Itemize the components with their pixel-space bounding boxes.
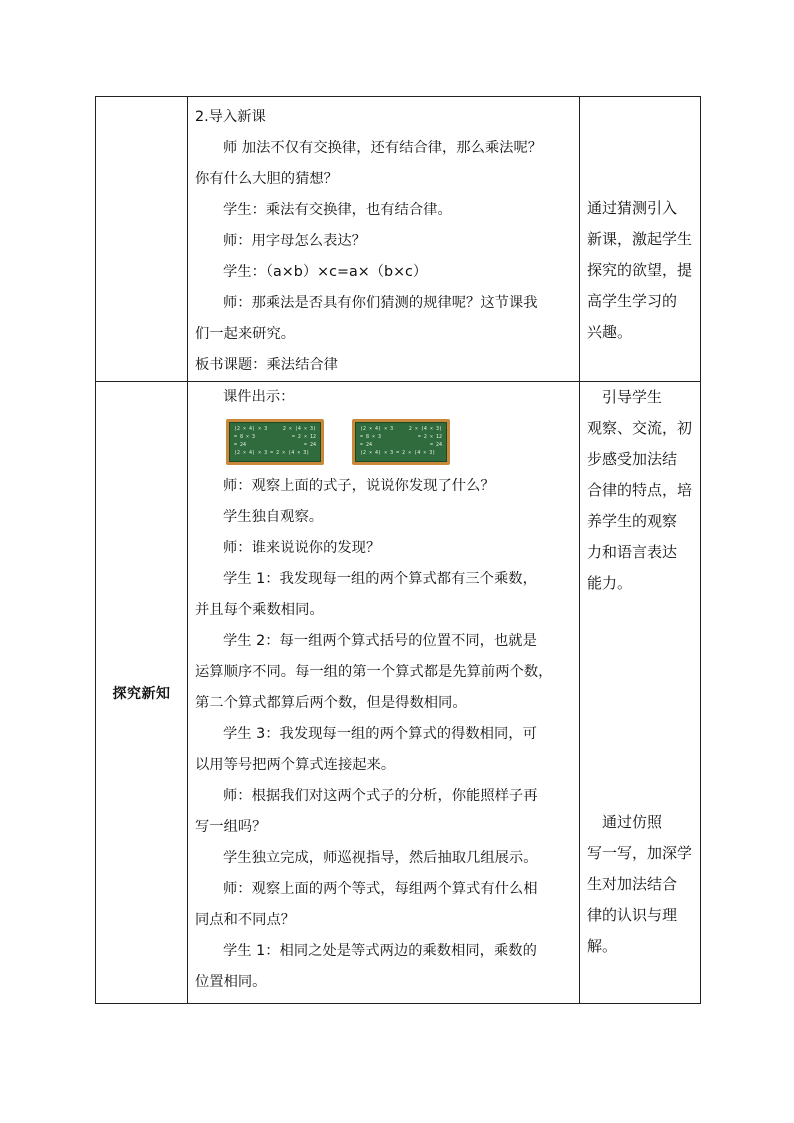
text-line: 2.导入新课 — [195, 109, 266, 125]
text-line: 师：用字母怎么表达？ — [223, 233, 366, 249]
explore-note-2 — [580, 599, 700, 962]
note-line: 高学生学习的 — [587, 292, 678, 310]
text-line: 学生独立完成，师巡视指导，然后抽取几组展示。 — [223, 850, 538, 866]
note-line: 步感受加法结 — [587, 450, 678, 468]
note-line: 合律的特点，培 — [587, 481, 693, 499]
text-line: 学生：乘法有交换律，也有结合律。 — [223, 202, 452, 218]
text-line: 位置相同。 — [195, 974, 267, 990]
explore-content — [188, 382, 579, 998]
row-intro-note-cell — [580, 97, 701, 382]
row-explore — [96, 382, 701, 1004]
explore-first-line: 课件出示： — [223, 389, 295, 405]
text-line: 写一组吗？ — [195, 819, 267, 835]
note-line: 引导学生 — [587, 388, 663, 406]
row-explore-note-cell — [580, 382, 701, 1004]
text-line: 你有什么大胆的猜想？ — [195, 171, 338, 187]
note-line: 律的认识与理 — [587, 906, 678, 924]
row-explore-label-cell — [96, 382, 188, 1004]
note-line: 通过仿照 — [587, 813, 663, 831]
text-line: 同点和不同点？ — [195, 912, 296, 928]
text-line: 师：观察上面的式子，说说你发现了什么？ — [223, 478, 495, 494]
note-line: 养学生的观察 — [587, 512, 678, 530]
text-line: 师 加法不仅有交换律，还有结合律，那么乘法呢？ — [223, 140, 543, 156]
note-line: 兴趣。 — [587, 323, 633, 341]
explore-note-1 — [580, 382, 700, 599]
text-line: 师：谁来说说你的发现？ — [223, 540, 381, 556]
text-line: 运算顺序不同。每一组的第一个算式都是先算前两个数， — [195, 664, 553, 680]
note-line: 生对加法结合 — [587, 875, 678, 893]
note-line: 新课，激起学生 — [587, 230, 693, 248]
text-line: 第二个算式都算后两个数，但是得数相同。 — [195, 695, 467, 711]
text-line: 学生 2：每一组两个算式括号的位置不同，也就是 — [223, 633, 537, 649]
row-explore-content-cell — [188, 382, 580, 1004]
note-line: 力和语言表达 — [587, 543, 678, 561]
row-intro — [96, 97, 701, 382]
note-line: 观察、交流，初 — [587, 419, 693, 437]
note-line: 通过猜测引入 — [587, 199, 678, 217]
lesson-plan-table — [95, 96, 701, 1004]
intro-note — [580, 97, 700, 348]
chalkboard-image-right: (2 × 4) × 3 2 × (4 × 3) = 8 × 3 = 2 × 12 = 24 = 24 (2 × 4) × 3 = 2 × (4 × 3) — [352, 419, 450, 465]
text-line: 师：根据我们对这两个式子的分析，你能照样子再 — [223, 788, 538, 804]
note-line: 探究的欲望，提 — [587, 261, 693, 279]
note-line: 写一写，加深学 — [587, 844, 693, 862]
text-line: 学生独自观察。 — [223, 509, 324, 525]
section-label-explore: 探究新知 — [112, 685, 171, 702]
text-line: 板书课题：乘法结合律 — [195, 357, 338, 373]
chalkboard-image-left: (2 × 4) × 3 2 × (4 × 3) = 8 × 3 = 2 × 12 = 24 = 24 (2 × 4) × 3 = 2 × (4 × 3) — [226, 419, 324, 465]
row-intro-label-cell — [96, 97, 188, 382]
chalkboard-images — [195, 413, 573, 471]
text-line: 学生 1：相同之处是等式两边的乘数相同，乘数的 — [223, 943, 537, 959]
intro-content — [188, 97, 579, 381]
text-line: 以用等号把两个算式连接起来。 — [195, 757, 396, 773]
text-line: 学生 1：我发现每一组的两个算式都有三个乘数， — [223, 571, 537, 587]
row-intro-content-cell — [188, 97, 580, 382]
text-line: 学生 3：我发现每一组的两个算式的得数相同，可 — [223, 726, 537, 742]
note-line: 能力。 — [587, 574, 633, 592]
explore-lines — [195, 471, 573, 998]
text-line: 师：观察上面的两个等式，每组两个算式有什么相 — [223, 881, 538, 897]
text-line: 学生：（a×b）×c=a×（b×c） — [223, 264, 428, 280]
text-line: 师：那乘法是否具有你们猜测的规律呢？这节课我 — [223, 295, 538, 311]
note-line: 解。 — [587, 937, 618, 955]
text-line: 并且每个乘数相同。 — [195, 602, 324, 618]
text-line: 们一起来研究。 — [195, 326, 296, 342]
